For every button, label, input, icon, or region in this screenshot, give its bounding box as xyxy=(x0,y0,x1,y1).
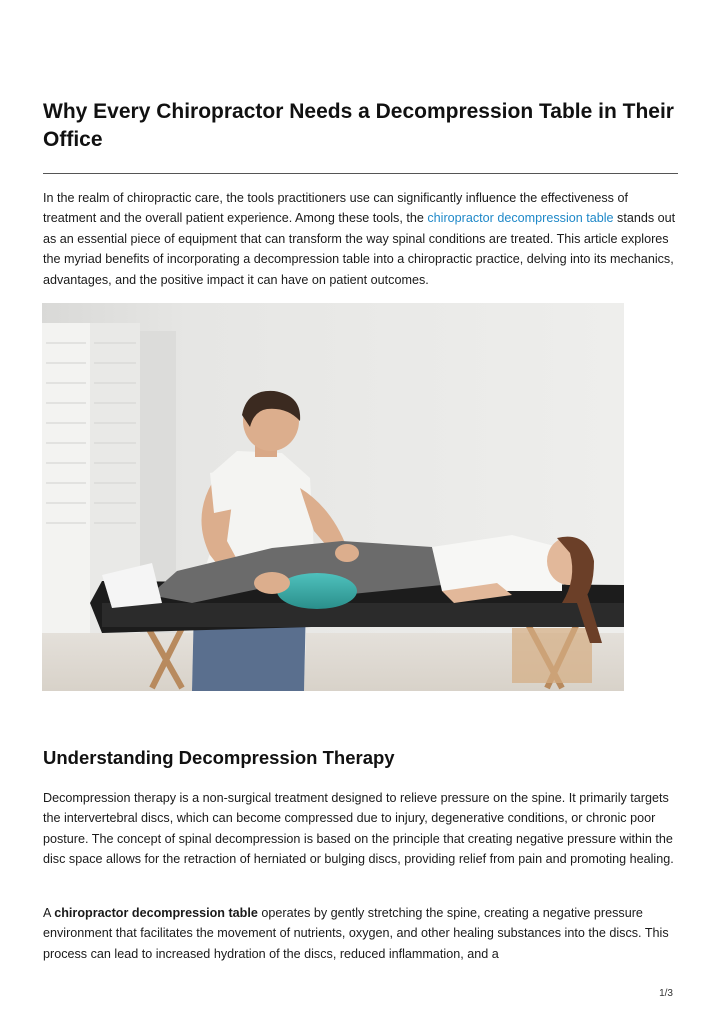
page-number: 1/3 xyxy=(659,988,673,999)
intro-paragraph xyxy=(43,188,683,290)
title-divider xyxy=(43,173,678,174)
paragraph-2-bold-term: chiropractor decompression table xyxy=(54,906,258,920)
body-paragraph-1: Decompression therapy is a non-surgical treatment designed to relieve pressure on the spine. It primarily targets the intervertebral discs, which can become compressed due to injury, degenerative conditions, or chronic poor posture. The concept of spinal decompression is based on the principle that creating negative pressure within the disc space allows for the retraction of herniated or bulging discs, providing relief from pain and promoting healing. xyxy=(43,791,674,867)
paragraph-2-rest: operates by gently stretching the spine, creating a negative pressure environment that facilitates the movement of nutrients, oxygen, and other healing substances into the discs. This process can lead to increased hydration of the discs, reduced inflammation, and a xyxy=(43,906,669,961)
decompression-table-link[interactable]: chiropractor decompression table xyxy=(427,211,614,226)
paragraph-2-lead: A xyxy=(43,906,55,920)
intro-text-after-link: stands out as an essential piece of equipment that can transform the way spinal conditions are treated. This article explores the myriad benefits of incorporating a decompression table into a chiropractic practice, delving into its mechanics, advantages, and the positive impact it can have on patient outcomes. xyxy=(43,211,676,287)
article-photo xyxy=(42,303,624,691)
section-heading: Understanding Decompression Therapy xyxy=(43,747,395,768)
article-title: Why Every Chiropractor Needs a Decompression Table in Their Office xyxy=(43,100,674,151)
body-paragraph-2 xyxy=(43,903,683,964)
intro-text-before-link: In the realm of chiropractic care, the tools practitioners use can significantly influence the effectiveness of treatment and the overall patient experience. Among these tools, the xyxy=(43,191,628,226)
